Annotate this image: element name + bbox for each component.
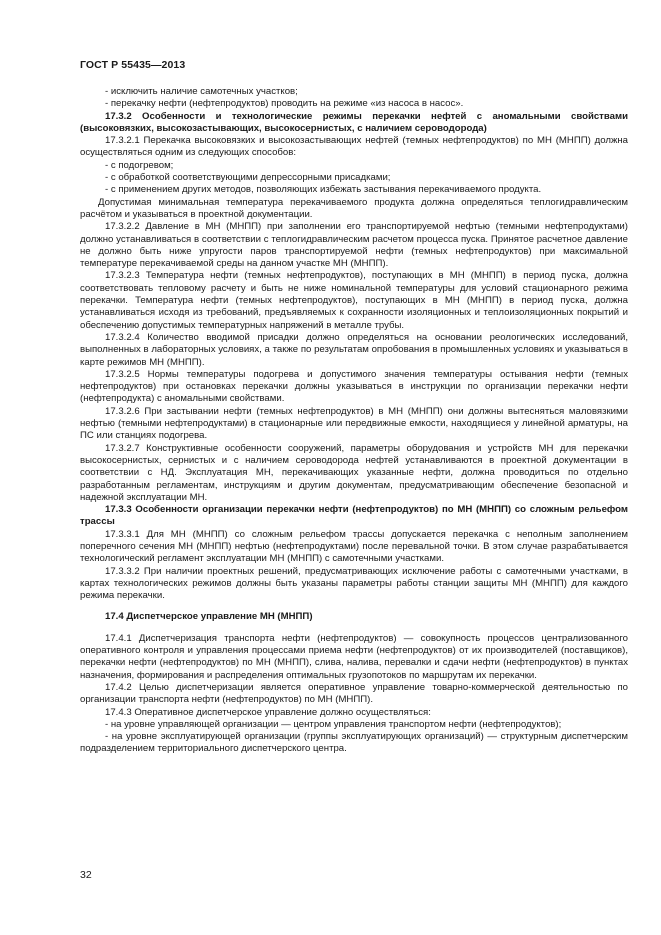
section-heading: 17.3.2 Особенности и технологические режимы перекачки нефтей с аномальными свойствами (высоковязких, высокозастывающих, высокосернистых, с наличием сероводорода) (80, 110, 628, 134)
paragraph: - с подогревом; (105, 159, 174, 171)
document-header: ГОСТ Р 55435—2013 (80, 59, 186, 71)
paragraph: - на уровне эксплуатирующей организации (группы эксплуатирующих организаций) — структурным диспетчерским подразделением территориального диспетчерского центра. (80, 731, 628, 755)
paragraph: 17.4.1 Диспетчеризация транспорта нефти (нефтепродуктов) — совокупность процессов централизованного оперативного контроля и управления процессами приема нефти (нефтепродуктов) от их производителей (поставщиков), перекачки нефти (нефтепродуктов) по МН (МНПП), слива, налива, перевалки и сдачи нефти (нефтепродуктов) в пунктах назначения, формирования и распределения оптимальных грузопотоков по маршрутам их перекачки. (80, 632, 628, 681)
paragraph: - перекачку нефти (нефтепродуктов) проводить на режиме «из насоса в насос». (105, 98, 464, 110)
spacer (80, 624, 628, 633)
page-number: 32 (80, 869, 92, 881)
paragraph: 17.3.2.7 Конструктивные особенности сооружений, параметры оборудования и устройств МН для перекачки высокосернистых, сернистых и с наличием сероводорода нефтей устанавливаются в проектной документации в соответствии с НД. Эксплуатация МН, перекачивающих указанные нефти, должна проводиться по отдельно разработанным регламентам, инструкциям и другим документам, предусматривающим обеспечение безопасной и надежной эксплуатации МН. (80, 442, 628, 503)
paragraph: Допустимая минимальная температура перекачиваемого продукта должна определяться теплогидравлическим расчётом и указываться в проектной документации. (80, 196, 628, 220)
section-heading: 17.4 Диспетчерское управление МН (МНПП) (105, 611, 313, 623)
paragraph: 17.3.2.6 При застывании нефти (темных нефтепродуктов) в МН (МНПП) они должны вытесняться маловязкими нефтью (темными нефтепродуктами) в стационарные или передвижные емкости, находящиеся у линейной арматуры, на ПС или станциях подогрева. (80, 405, 628, 442)
paragraph: 17.3.2.1 Перекачка высоковязких и высокозастывающих нефтей (темных нефтепродуктов) по МН (МНПП) должна осуществляться одним из следующих способов: (80, 135, 628, 159)
paragraph: 17.3.2.5 Нормы температуры подогрева и допустимого значения температуры остывания нефти (темных нефтепродуктов) при остановках перекачки должны указываться в инструкции по организации перекачки нефти (нефтепродукта) с аномальными свойствами. (80, 368, 628, 405)
paragraph: - с обработкой соответствующими депрессорными присадками; (105, 172, 391, 184)
paragraph: - на уровне управляющей организации — центром управления транспортом нефти (нефтепродуктов); (105, 718, 562, 730)
paragraph: 17.3.3.1 Для МН (МНПП) со сложным рельефом трассы допускается перекачка с неполным заполнением поперечного сечения МН (МНПП) нефтью (нефтепродуктами) после перевальной точки. В этом случае разрабатывается технологический регламент эксплуатации МН (МНПП) с самотечными участками. (80, 528, 628, 565)
paragraph: 17.3.2.3 Температура нефти (темных нефтепродуктов), поступающих в МН (МНПП) в период пуска, должна соответствовать тепловому расчету и быть не ниже номинальной температуры для условий стационарного режима перекачки. Температура нефти (темных нефтепродуктов), поступающих в МН (МНПП) в период пуска, должна устанавливаться исходя из требований, предъявляемых к сохранности изоляционных и теплоизоляционных покрытий и обеспечению допустимых температурных напряжений в металле трубы. (80, 270, 628, 331)
paragraph: - исключить наличие самотечных участков; (105, 86, 298, 97)
paragraph: 17.3.3.2 При наличии проектных решений, предусматривающих исключение работы с самотечными участками, в картах технологических режимов должны быть указаны параметры работы станции защиты МН (МНПП) для каждого режима перекачки. (80, 565, 628, 602)
section-heading: 17.3.3 Особенности организации перекачки нефти (нефтепродуктов) по МН (МНПП) со сложным рельефом трассы (80, 504, 628, 528)
paragraph: - с применением других методов, позволяющих избежать застывания перекачиваемого продукта. (105, 184, 542, 196)
page-body (80, 86, 628, 756)
paragraph: 17.3.2.2 Давление в МН (МНПП) при заполнении его транспортируемой нефтью (темными нефтепродуктами) должно устанавливаться в соответствии с теплогидравлическим расчетом процесса пуска. Принятое расчетное давление не должно быть ниже упругости паров транспортируемой нефти (темных нефтепродуктов) при максимальной температуре перекачиваемой среды на данном участке МН (МНПП). (80, 221, 628, 270)
spacer (80, 602, 628, 611)
paragraph: 17.3.2.4 Количество вводимой присадки должно определяться на основании реологических исследований, выполненных в лабораторных условиях, а также по результатам опробования в промышленных условиях и указываться в карте режимов МН (МНПП). (80, 331, 628, 368)
paragraph: 17.4.2 Целью диспетчеризации является оперативное управление товарно-коммерческой деятельностью по организации транспорта нефти (нефтепродуктов) по МН (МНПП). (80, 681, 628, 706)
paragraph: 17.4.3 Оперативное диспетчерское управление должно осуществляться: (105, 706, 431, 718)
